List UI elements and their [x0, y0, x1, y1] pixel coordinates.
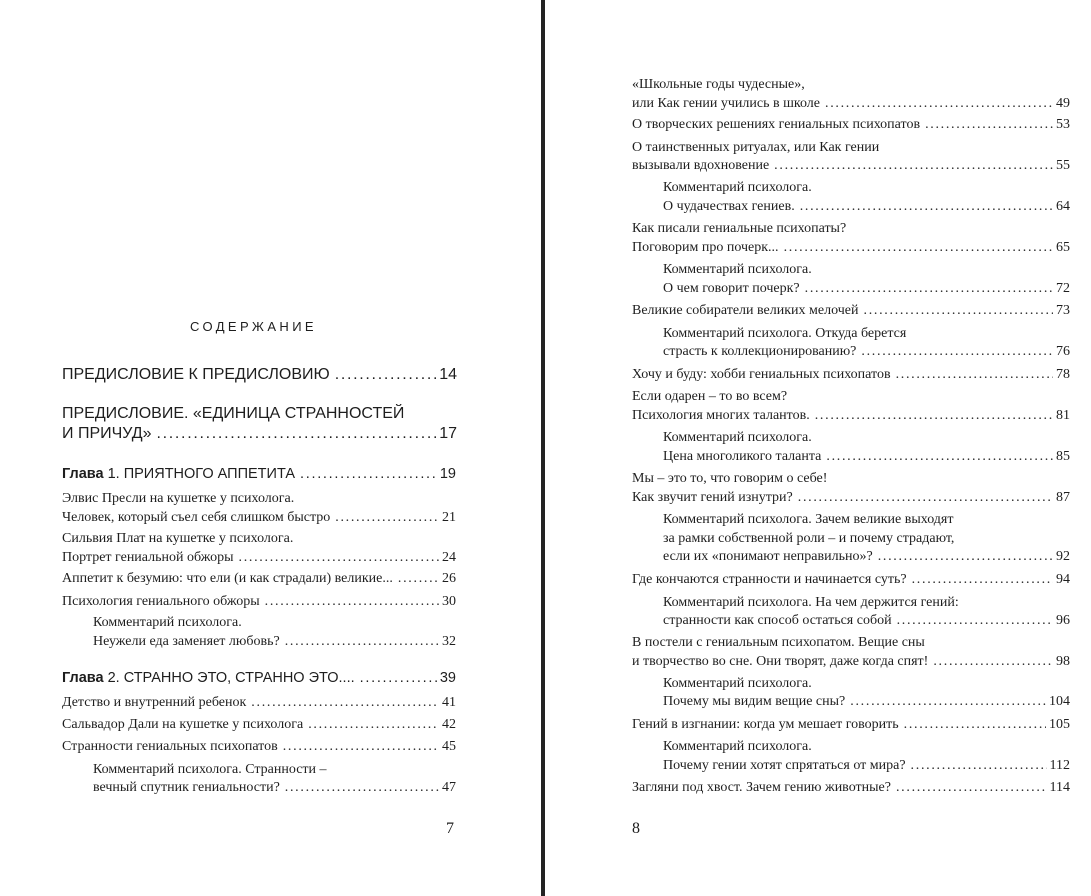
toc-subentry [663, 261, 1070, 279]
entry-page: 30 [442, 594, 456, 609]
entry-page: 104 [1049, 694, 1070, 709]
entry-title: Детство и внутренний ребенок [62, 695, 247, 710]
chapter-entry [62, 669, 456, 687]
entry-page: 14 [439, 366, 457, 383]
entry-title: вызывали вдохновение [632, 158, 770, 173]
toc-entry [62, 509, 456, 527]
entry-title: Как звучит гений изнутри? [632, 490, 793, 505]
entry-page: 42 [442, 717, 456, 732]
entry-title: Хочу и буду: хобби гениальных психопатов [632, 367, 891, 382]
right-page [545, 0, 1091, 896]
toc-entry [632, 489, 1070, 507]
entry-title: О чудачествах гениев. [663, 199, 795, 214]
toc-entry [632, 220, 1070, 238]
entry-title: Если одарен – то во всем? [632, 389, 788, 404]
dot-leader [251, 694, 439, 712]
entry-title: Комментарий психолога. [663, 180, 812, 195]
entry-title: О чем говорит почерк? [663, 281, 800, 296]
entry-title: Аппетит к безумию: что ели (и как страдали) великие... [62, 571, 393, 586]
toc-entry [632, 157, 1070, 175]
dot-leader [285, 779, 439, 797]
entry-page: 112 [1049, 758, 1070, 773]
toc-entry [62, 738, 456, 756]
entry-title: Комментарий психолога. [93, 615, 242, 630]
entry-title: Психология многих талантов. [632, 408, 810, 423]
toc-entry [62, 716, 456, 734]
entry-title: Комментарий психолога. [663, 430, 812, 445]
entry-page: 76 [1056, 344, 1070, 359]
entry-title: Поговорим про почерк... [632, 240, 779, 255]
toc-entry [632, 634, 1070, 652]
entry-page: 65 [1056, 240, 1070, 255]
entry-title: или Как гении учились в школе [632, 96, 820, 111]
toc-subentry [93, 614, 456, 632]
entry-page: 21 [442, 510, 456, 525]
dot-leader [774, 157, 1053, 175]
entry-page: 64 [1056, 199, 1070, 214]
entry-title: Комментарий психолога. [663, 262, 812, 277]
entry-page: 26 [442, 571, 456, 586]
dot-leader [800, 198, 1053, 216]
dot-leader [784, 239, 1053, 257]
entry-title: Портрет гениальной обжоры [62, 550, 234, 565]
toc-entry [62, 549, 456, 567]
dot-leader [335, 509, 439, 527]
entry-page: 92 [1056, 549, 1070, 564]
toc-entry [62, 530, 456, 548]
entry-page: 96 [1056, 613, 1070, 628]
entry-title: Сильвия Плат на кушетке у психолога. [62, 531, 294, 546]
entry-title: Комментарий психолога. Зачем великие выходят [663, 512, 954, 527]
entry-title: ПРЕДИСЛОВИЕ К ПРЕДИСЛОВИЮ [62, 366, 330, 383]
entry-title: Гений в изгнании: когда ум мешает говорить [632, 717, 899, 732]
entry-title: О таинственных ритуалах, или Как гении [632, 140, 880, 155]
dot-leader [911, 757, 1047, 775]
entry-page: 19 [439, 466, 456, 482]
toc-subentry [663, 325, 1070, 343]
dot-leader [826, 448, 1053, 466]
dot-leader [864, 302, 1054, 320]
entry-page: 98 [1056, 654, 1070, 669]
entry-page: 105 [1049, 717, 1070, 732]
entry-title: Странности гениальных психопатов [62, 739, 278, 754]
toc-subentry [663, 429, 1070, 447]
toc-subentry [663, 511, 1070, 529]
entry-title: Комментарий психолога. Откуда берется [663, 326, 907, 341]
entry-title: «Школьные годы чудесные», [632, 77, 805, 92]
entry-page: 114 [1049, 780, 1070, 795]
entry-title: 2. СТРАННО ЭТО, СТРАННО ЭТО.... [107, 670, 355, 686]
entry-page: 72 [1056, 281, 1070, 296]
dot-leader [360, 669, 437, 687]
entry-title: О творческих решениях гениальных психопатов [632, 117, 921, 132]
toc-entry [632, 653, 1070, 671]
entry-title: Неужели еда заменяет любовь? [93, 634, 280, 649]
entry-page: 32 [442, 634, 456, 649]
dot-leader [904, 716, 1046, 734]
toc-entry [632, 116, 1070, 134]
toc-entry [62, 424, 457, 444]
entry-title: ПРЕДИСЛОВИЕ. «ЕДИНИЦА СТРАННОСТЕЙ [62, 405, 405, 422]
dot-leader [933, 653, 1053, 671]
entry-title: 1. ПРИЯТНОГО АППЕТИТА [107, 466, 296, 482]
dot-leader [925, 116, 1053, 134]
dot-leader [897, 612, 1053, 630]
dot-leader [850, 693, 1046, 711]
entry-title: Комментарий психолога. Странности – [93, 762, 327, 777]
toc-subentry [663, 448, 1070, 466]
entry-page: 81 [1056, 408, 1070, 423]
entry-title: Мы – это то, что говорим о себе! [632, 471, 828, 486]
dot-leader [239, 549, 440, 567]
toc-entry [62, 490, 456, 508]
toc-entry [632, 779, 1070, 797]
entry-title: И ПРИЧУД» [62, 425, 152, 442]
toc-subentry [663, 675, 1070, 693]
toc-entry [62, 365, 457, 385]
entry-title: страсть к коллекционированию? [663, 344, 857, 359]
entry-title: В постели с гениальным психопатом. Вещие сны [632, 635, 925, 650]
toc-entry [632, 571, 1070, 589]
entry-title: если их «понимают неправильно»? [663, 549, 873, 564]
entry-title: вечный спутник гениальности? [93, 780, 280, 795]
toc-entry [632, 95, 1070, 113]
dot-leader [861, 343, 1053, 361]
entry-page: 85 [1056, 449, 1070, 464]
toc-entry [632, 302, 1070, 320]
toc-subentry [93, 779, 456, 797]
entry-page: 39 [439, 670, 456, 686]
toc-entry [632, 366, 1070, 384]
page-number: 8 [632, 820, 640, 837]
dot-leader [878, 548, 1053, 566]
entry-title: Психология гениального обжоры [62, 594, 260, 609]
toc-entry [62, 694, 456, 712]
entry-page: 45 [442, 739, 456, 754]
entry-title: Почему мы видим вещие сны? [663, 694, 846, 709]
entry-page: 41 [442, 695, 456, 710]
toc-heading: СОДЕРЖАНИЕ [190, 319, 318, 334]
toc-subentry [663, 179, 1070, 197]
dot-leader [798, 489, 1053, 507]
toc-entry [632, 716, 1070, 734]
entry-title: Где кончаются странности и начинается суть? [632, 572, 907, 587]
toc-entry [632, 76, 1070, 94]
entry-page: 78 [1056, 367, 1070, 382]
dot-leader [156, 424, 436, 444]
toc-subentry [663, 343, 1070, 361]
entry-title: Цена многоликого таланта [663, 449, 822, 464]
entry-title: Почему гении хотят спрятаться от мира? [663, 758, 906, 773]
entry-page: 55 [1056, 158, 1070, 173]
chapter-label: Глава [62, 466, 104, 482]
dot-leader [912, 571, 1053, 589]
entry-page: 94 [1056, 572, 1070, 587]
toc-subentry [663, 738, 1070, 756]
entry-title: Комментарий психолога. На чем держится гений: [663, 595, 959, 610]
dot-leader [265, 593, 439, 611]
toc-subentry [663, 530, 1070, 548]
entry-page: 24 [442, 550, 456, 565]
entry-title: Великие собиратели великих мелочей [632, 303, 859, 318]
entry-page: 49 [1056, 96, 1070, 111]
toc-subentry [93, 761, 456, 779]
entry-title: странности как способ остаться собой [663, 613, 892, 628]
toc-entry [62, 570, 456, 588]
toc-entry [62, 593, 456, 611]
toc-subentry [663, 594, 1070, 612]
toc-entry [632, 407, 1070, 425]
toc-subentry [663, 757, 1070, 775]
entry-title: Комментарий психолога. [663, 739, 812, 754]
entry-title: Комментарий психолога. [663, 676, 812, 691]
entry-title: Сальвадор Дали на кушетке у психолога [62, 717, 304, 732]
entry-page: 73 [1056, 303, 1070, 318]
toc-subentry [663, 280, 1070, 298]
entry-page: 87 [1056, 490, 1070, 505]
dot-leader [300, 465, 437, 483]
toc-entry [632, 239, 1070, 257]
dot-leader [398, 570, 439, 588]
toc-subentry [663, 693, 1070, 711]
entry-title: за рамки собственной роли – и почему страдают, [663, 531, 955, 546]
left-page [0, 0, 541, 896]
entry-title: Элвис Пресли на кушетке у психолога. [62, 491, 295, 506]
dot-leader [896, 779, 1047, 797]
page-number: 7 [446, 820, 454, 837]
entry-title: Загляни под хвост. Зачем гению животные? [632, 780, 891, 795]
chapter-entry [62, 465, 456, 483]
toc-entry [632, 139, 1070, 157]
toc-subentry [663, 612, 1070, 630]
dot-leader [308, 716, 439, 734]
dot-leader [896, 366, 1053, 384]
entry-page: 47 [442, 780, 456, 795]
toc-subentry [663, 198, 1070, 216]
entry-title: Человек, который съел себя слишком быстро [62, 510, 331, 525]
chapter-label: Глава [62, 670, 104, 686]
entry-title: Как писали гениальные психопаты? [632, 221, 847, 236]
entry-title: и творчество во сне. Они творят, даже когда спят! [632, 654, 929, 669]
entry-page: 17 [439, 425, 457, 442]
dot-leader [805, 280, 1053, 298]
dot-leader [283, 738, 439, 756]
toc-subentry [663, 548, 1070, 566]
dot-leader [335, 365, 437, 385]
dot-leader [815, 407, 1053, 425]
dot-leader [825, 95, 1053, 113]
entry-page: 53 [1056, 117, 1070, 132]
toc-subentry [93, 633, 456, 651]
toc-entry [632, 470, 1070, 488]
dot-leader [285, 633, 439, 651]
toc-entry [62, 404, 457, 424]
toc-entry [632, 388, 1070, 406]
